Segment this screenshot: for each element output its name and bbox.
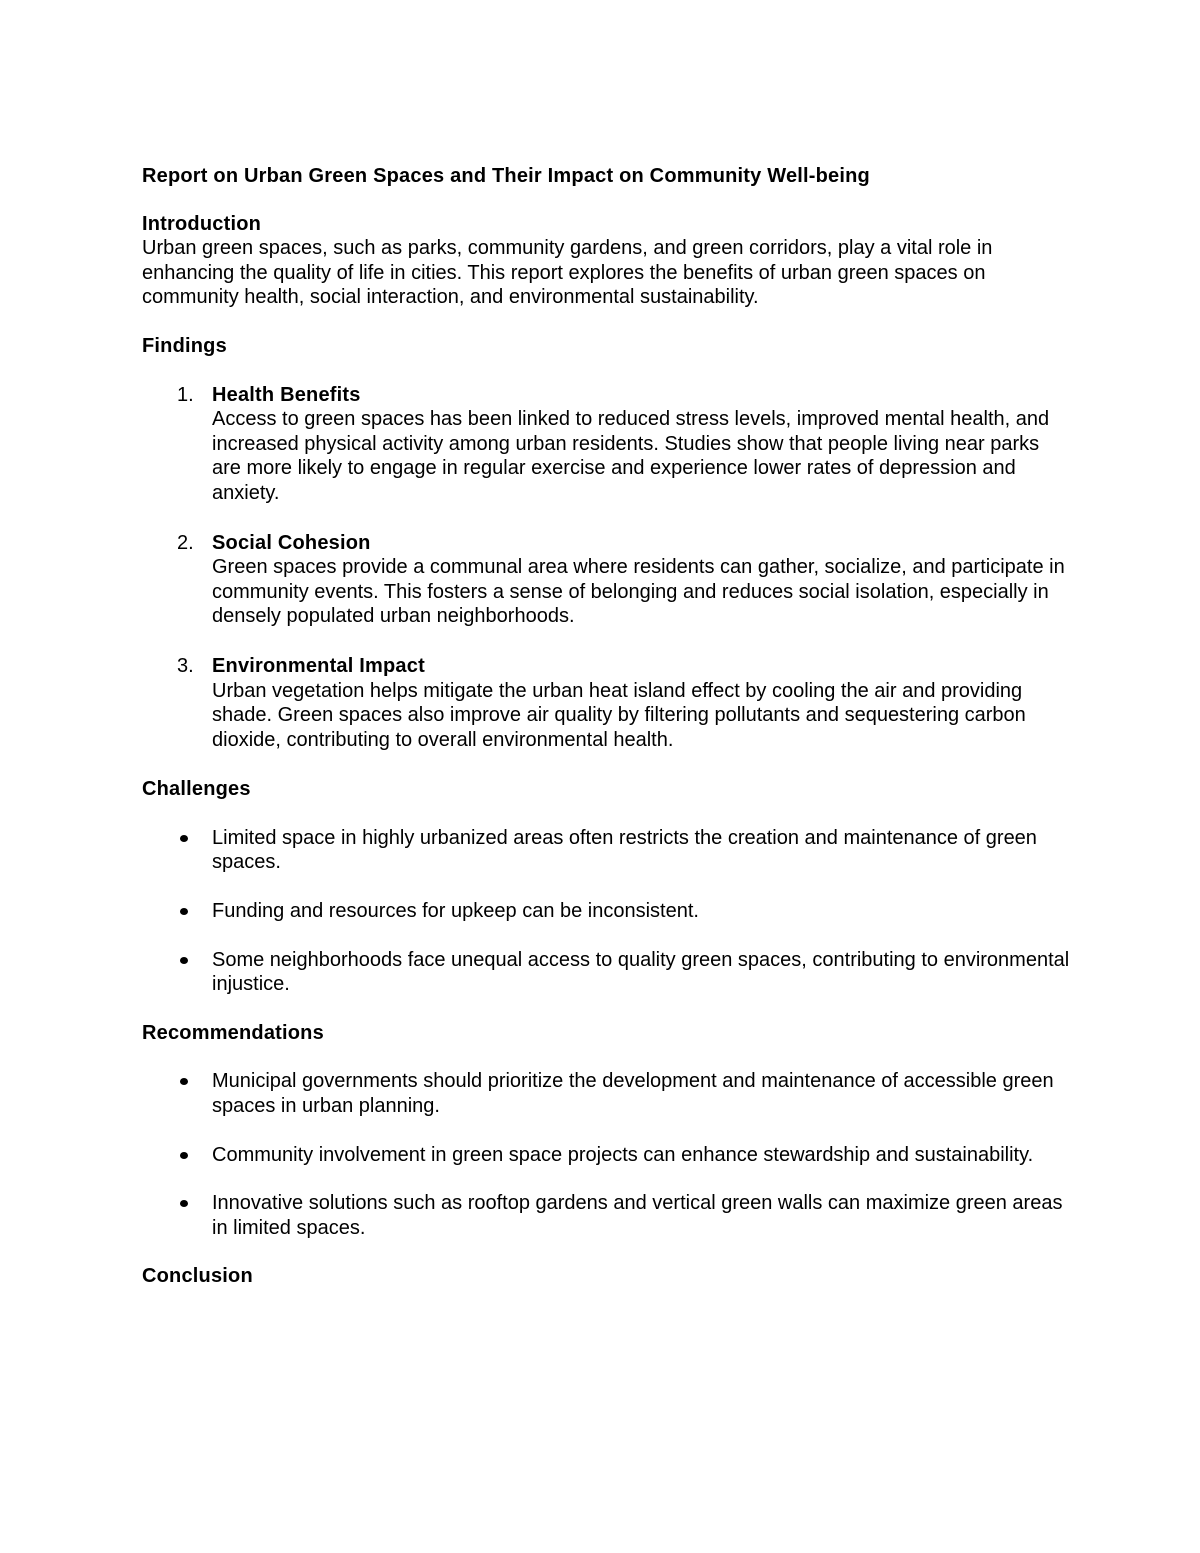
list-item [142, 899, 1072, 924]
recommendations-list [142, 1069, 1072, 1240]
finding-title: Social Cohesion [212, 531, 371, 554]
finding-title: Environmental Impact [212, 654, 425, 677]
findings-list [142, 383, 1072, 753]
finding-item-social [142, 531, 1072, 629]
list-item-text: Community involvement in green space projects can enhance stewardship and sustainability. [212, 1143, 1034, 1166]
bullet-icon [180, 835, 188, 842]
findings-heading: Findings [142, 334, 227, 357]
list-item [142, 1069, 1072, 1118]
list-item-text: Municipal governments should prioritize the development and maintenance of accessible green spaces in urban planning. [212, 1070, 1054, 1118]
list-item-text: Funding and resources for upkeep can be inconsistent. [212, 900, 699, 923]
bullet-icon [180, 957, 188, 964]
finding-item-health [142, 383, 1072, 506]
finding-number: 2. [177, 531, 194, 554]
list-item [142, 1191, 1072, 1240]
bullet-icon [180, 908, 188, 915]
finding-title: Health Benefits [212, 383, 361, 406]
finding-number: 3. [177, 654, 194, 677]
finding-text: Access to green spaces has been linked to reduced stress levels, improved mental health, and increased physical activity among urban residents. Studies show that people living near parks are more likely to engage in regular exercise and experience lower rates of depression and anxiety. [212, 408, 1050, 504]
recommendations-heading: Recommendations [142, 1021, 324, 1044]
bullet-icon [180, 1200, 188, 1207]
list-item-text: Innovative solutions such as rooftop gardens and vertical green walls can maximize green areas in limited spaces. [212, 1192, 1063, 1239]
bullet-icon [180, 1078, 188, 1085]
finding-number: 1. [177, 383, 194, 406]
introduction-heading: Introduction [142, 212, 262, 235]
document-page [142, 164, 1072, 1289]
conclusion-heading: Conclusion [142, 1265, 253, 1288]
finding-text: Urban vegetation helps mitigate the urban heat island effect by cooling the air and providing shade. Green spaces also improve air quality by filtering pollutants and sequestering carbon dioxide, contributing to overall environmental health. [212, 679, 1026, 751]
challenges-heading: Challenges [142, 778, 251, 801]
bullet-icon [180, 1152, 188, 1159]
finding-text: Green spaces provide a communal area where residents can gather, socialize, and participate in community events. This fosters a sense of belonging and reduces social isolation, especially in densely populated urban neighborhoods. [212, 556, 1065, 628]
list-item-text: Some neighborhoods face unequal access to quality green spaces, contributing to environmental injustice. [212, 948, 1070, 996]
list-item-text: Limited space in highly urbanized areas often restricts the creation and maintenance of green spaces. [212, 826, 1037, 874]
introduction-text: Urban green spaces, such as parks, community gardens, and green corridors, play a vital role in enhancing the quality of life in cities. This report explores the benefits of urban green spaces on community health, social interaction, and environmental sustainability. [142, 237, 993, 309]
list-item [142, 1143, 1072, 1168]
document-title: Report on Urban Green Spaces and Their Impact on Community Well-being [142, 165, 870, 187]
list-item [142, 826, 1072, 875]
finding-item-environmental [142, 654, 1072, 752]
list-item [142, 948, 1072, 997]
challenges-list [142, 826, 1072, 997]
